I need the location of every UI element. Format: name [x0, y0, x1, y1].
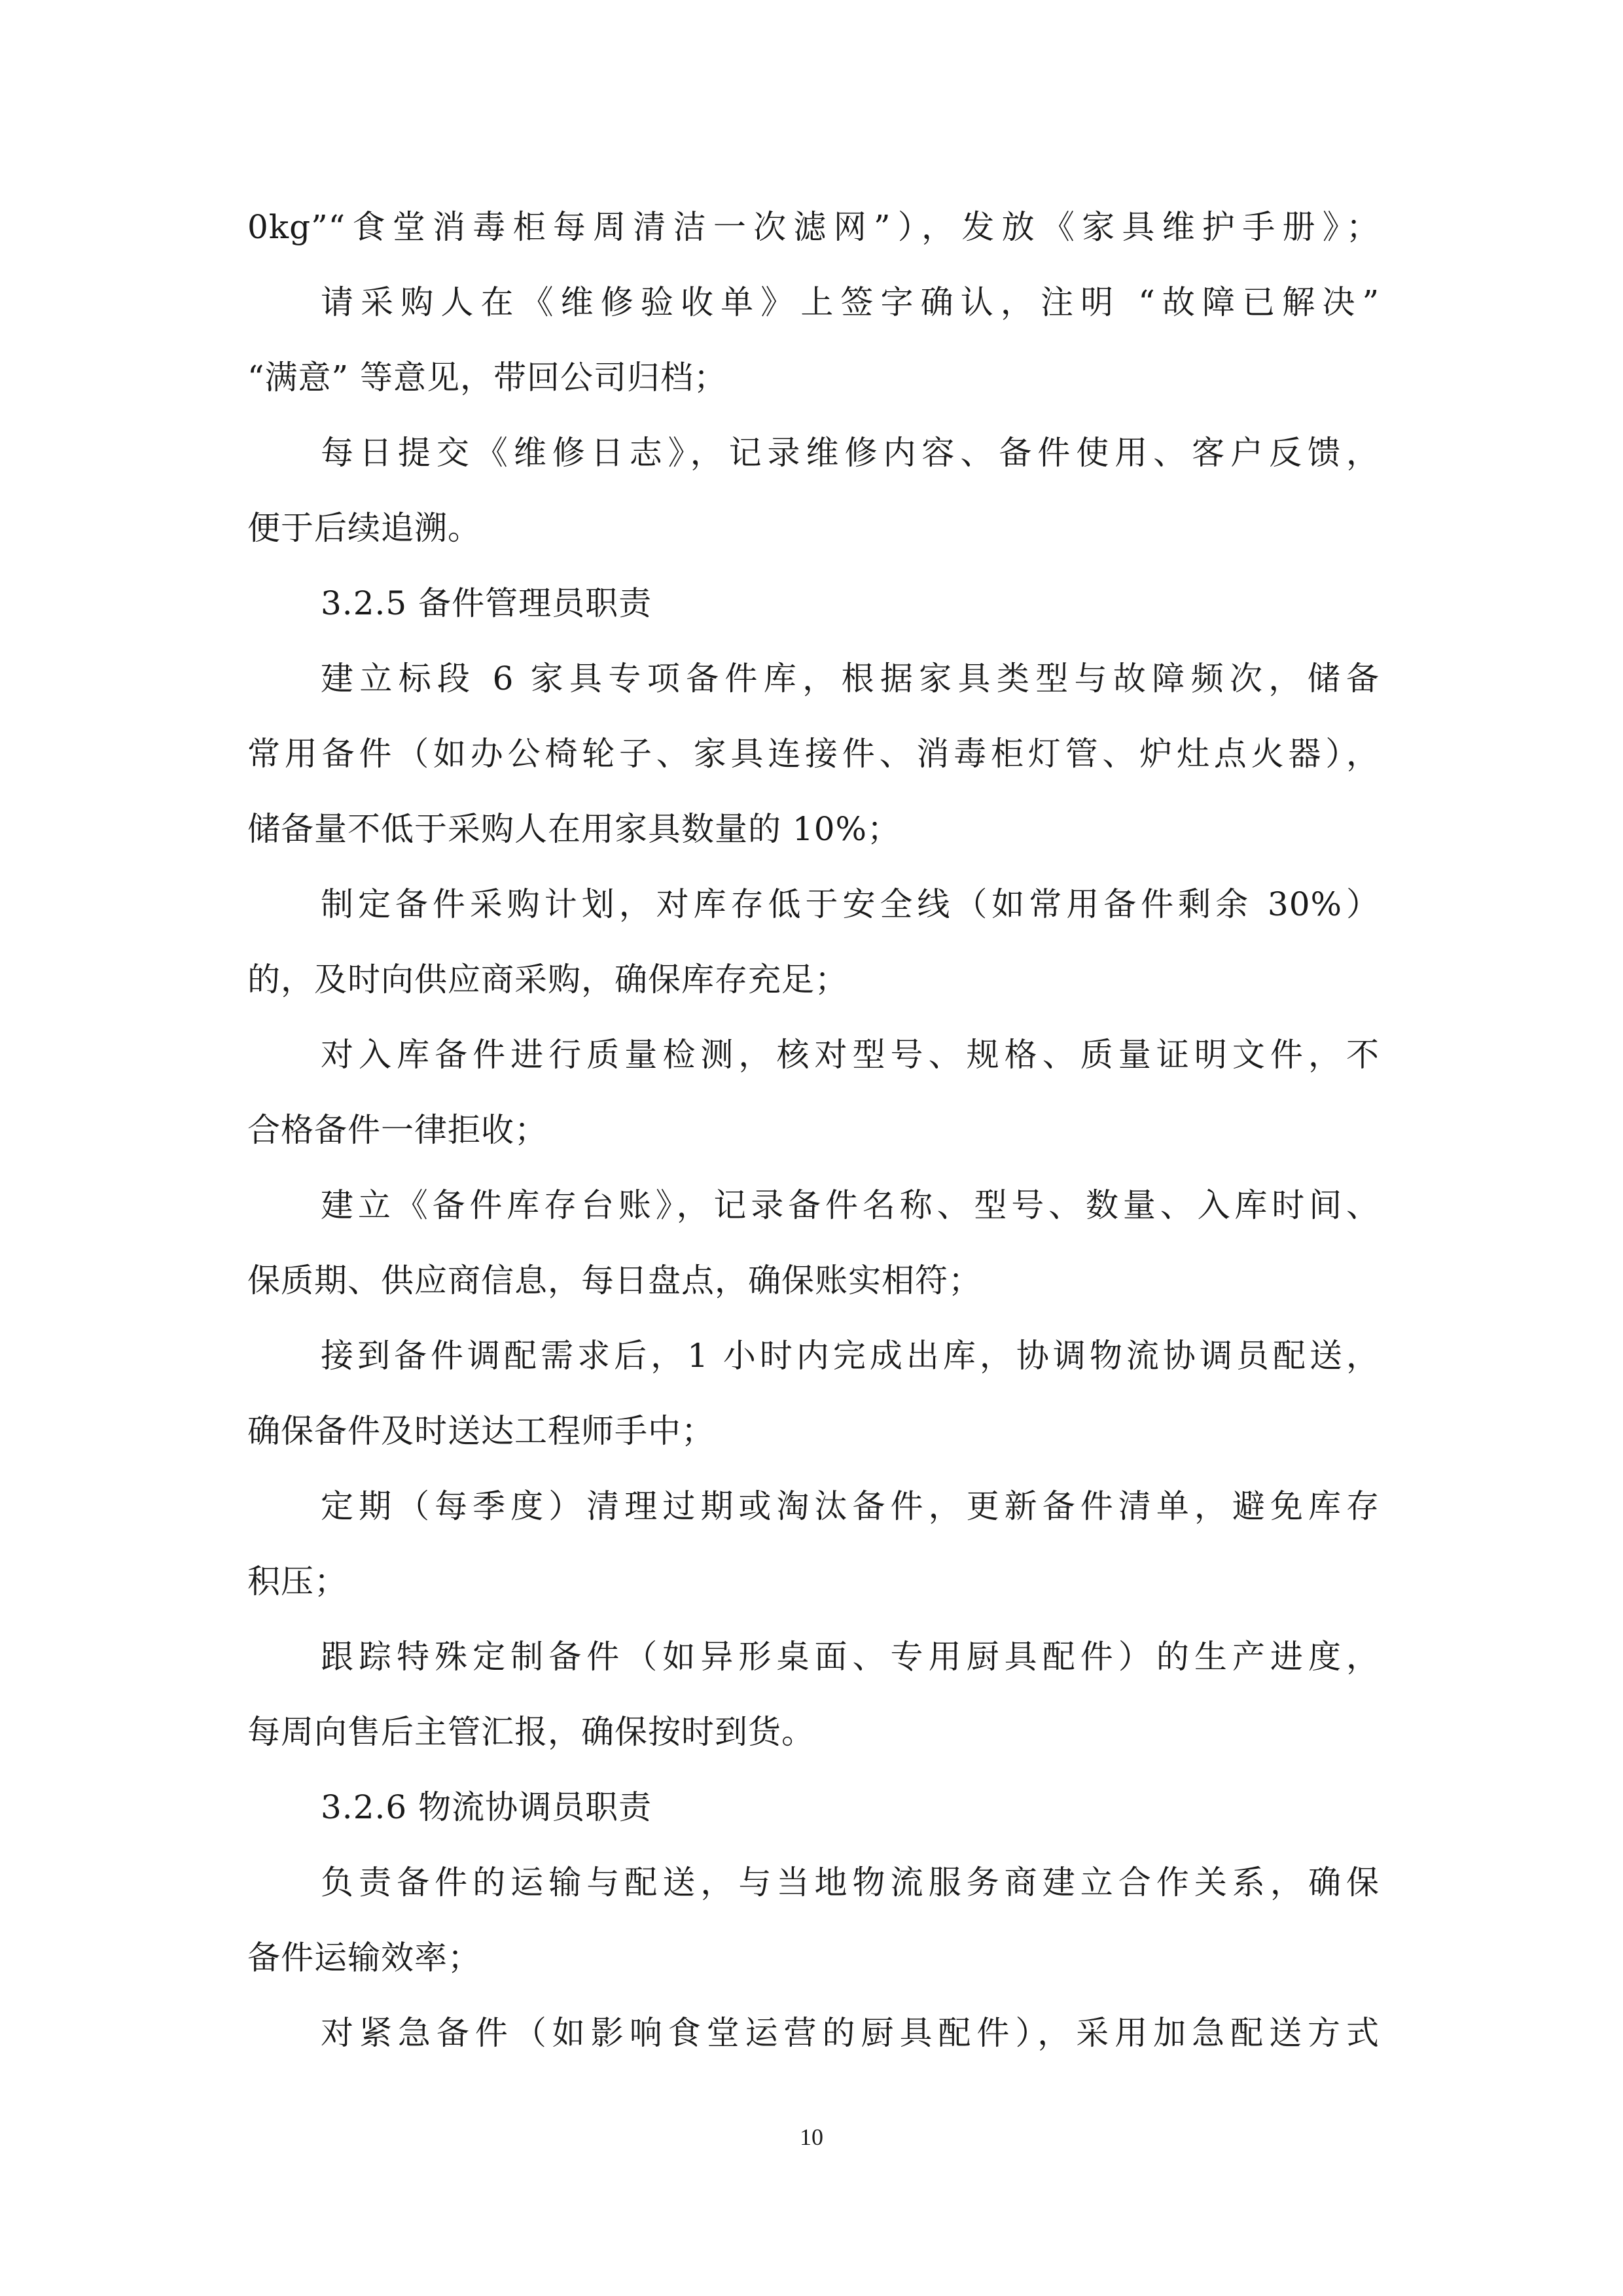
- text-line: 请采购人在《维修验收单》上签字确认，注明 “故障已解决”: [321, 283, 1380, 321]
- text-line: 对紧急备件（如影响食堂运营的厨具配件），采用加急配送方式: [321, 2014, 1380, 2052]
- text-line: 每日提交《维修日志》，记录维修内容、备件使用、客户反馈，: [321, 434, 1380, 472]
- section-heading-3-2-6: 3.2.6 物流协调员职责: [321, 1788, 652, 1826]
- text-line: 跟踪特殊定制备件（如异形桌面、专用厨具配件）的生产进度，: [321, 1638, 1380, 1676]
- text-line: 建立标段 6 家具专项备件库，根据家具类型与故障频次，储备: [321, 660, 1380, 698]
- text-line: 储备量不低于采购人在用家具数量的 10%；: [247, 810, 901, 848]
- text-line: 制定备件采购计划，对库存低于安全线（如常用备件剩余 30%）: [321, 885, 1380, 923]
- text-line: 备件运输效率；: [247, 1939, 481, 1977]
- text-line: 定期（每季度）清理过期或淘汰备件，更新备件清单，避免库存: [321, 1487, 1380, 1525]
- text-line: 确保备件及时送达工程师手中；: [247, 1412, 715, 1450]
- text-line: 0kg”“食堂消毒柜每周清洁一次滤网”），发放《家具维护手册》；: [247, 208, 1380, 246]
- text-line: 负责备件的运输与配送，与当地物流服务商建立合作关系，确保: [321, 1863, 1380, 1901]
- section-heading-3-2-5: 3.2.5 备件管理员职责: [321, 584, 652, 622]
- text-line: 积压；: [247, 1563, 348, 1600]
- text-line: 合格备件一律拒收；: [247, 1111, 548, 1149]
- text-line: “满意” 等意见，带回公司归档；: [247, 359, 728, 397]
- text-line: 接到备件调配需求后，1 小时内完成出库，协调物流协调员配送，: [321, 1337, 1380, 1375]
- page-number: 10: [800, 2124, 823, 2150]
- text-line: 常用备件（如办公椅轮子、家具连接件、消毒柜灯管、炉灶点火器），: [247, 735, 1380, 773]
- text-line: 对入库备件进行质量检测，核对型号、规格、质量证明文件，不: [321, 1036, 1380, 1074]
- text-line: 建立《备件库存台账》，记录备件名称、型号、数量、入库时间、: [321, 1186, 1380, 1224]
- text-line: 保质期、供应商信息，每日盘点，确保账实相符；: [247, 1262, 982, 1299]
- text-line: 的，及时向供应商采购，确保库存充足；: [247, 961, 848, 998]
- body-text: [247, 190, 1380, 2071]
- text-line: 便于后续追溯。: [247, 509, 481, 547]
- text-line: 每周向售后主管汇报，确保按时到货。: [247, 1713, 815, 1751]
